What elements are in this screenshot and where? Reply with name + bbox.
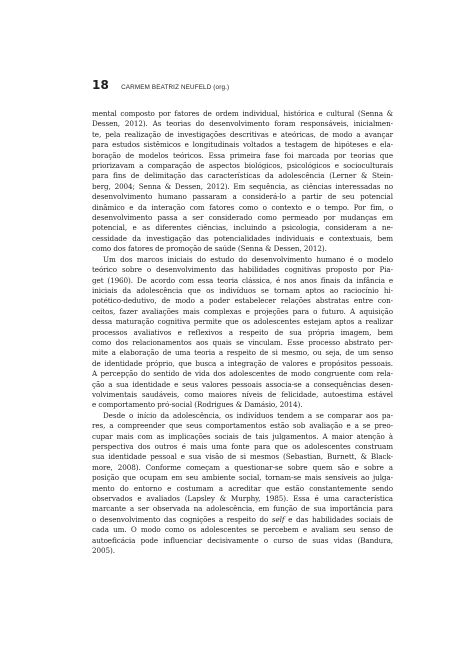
text-line: cupar mais com as implicações sociais de tais julgamentos. A maior atenção à xyxy=(92,431,393,441)
text-line: cada um. O modo como os adolescentes se percebem e avaliam seu senso de xyxy=(92,525,393,535)
text-line: mite a elaboração de uma teoria a respeito de si mesmo, ou seja, de um senso xyxy=(92,348,393,358)
text-line: posição que ocupam em seu ambiente social, tornam-se mais sensíveis ao julga- xyxy=(92,473,393,483)
text-line: de identidade próprio, que busca a integração de valores e propósitos pessoais. xyxy=(92,358,393,368)
text-line: boração de modelos teóricos. Essa primeira fase foi marcada por teorias que xyxy=(92,150,393,160)
text-line: para fins de delimitação das características da adolescência (Lerner & Stein- xyxy=(92,171,393,181)
text-line: como dos relacionamentos aos quais se vinculam. Esse processo abstrato per- xyxy=(92,337,393,347)
text-line: iniciais da adolescência que os indivíduos se tornam aptos ao raciocínio hi- xyxy=(92,285,393,295)
text-line: teórico sobre o desenvolvimento das habilidades cognitivas proposto por Pia- xyxy=(92,265,393,275)
text-line: dinâmico e da interação com fatores como o contexto e o tempo. Por fim, o xyxy=(92,202,393,212)
text-line: mental composto por fatores de ordem individual, histórica e cultural (Senna & xyxy=(92,109,393,118)
text-line: potencial, e as diferentes ciências, incluindo a psicologia, consideram a ne- xyxy=(92,223,393,233)
text-line: desenvolvimento passa a ser considerado como permeado por mudanças em xyxy=(92,213,393,223)
text-line: A percepção do sentido de vida dos adolescentes de modo congruente com rela- xyxy=(92,369,393,379)
text-line: more, 2008). Conforme começam a questionar-se sobre quem são e sobre a xyxy=(92,462,393,472)
text-line: sua identidade pessoal e sua visão de si mesmos (Sebastian, Burnett, & Black- xyxy=(92,452,393,462)
text-line: cessidade da investigação das potencialidades individuais e contextuais, bem xyxy=(92,233,393,243)
text-line: Um dos marcos iniciais do estudo do desenvolvimento humano é o modelo xyxy=(103,254,393,264)
text-line: priorizavam a comparação de aspectos biológicos, psicológicos e socioculturais xyxy=(92,161,393,171)
text-line: ceitos, fazer avaliações mais complexas e projeções para o futuro. A aquisição xyxy=(92,306,393,316)
text-line: perspectiva dos outros é mais uma fonte para que os adolescentes construam xyxy=(92,442,393,451)
text-line: te, pela realização de investigações descritivas e ateóricas, de modo a avançar xyxy=(92,129,393,139)
text-line: potético-dedutivo, de modo a poder estabelecer relações abstratas entre con- xyxy=(92,296,393,306)
text-line: desenvolvimento humano passaram a considerá-lo a partir de seu potencial xyxy=(92,192,393,202)
body-text xyxy=(92,109,393,556)
text-line: mento do entorno e costumam a acreditar que estão constantemente sendo xyxy=(92,483,393,493)
header-author: CARMEM BEATRIZ NEUFELD (org.) xyxy=(121,84,230,91)
text-line: dessa maturação cognitiva permite que os adolescentes estejam aptos a realizar xyxy=(92,317,393,327)
text-line: get (1960). De acordo com essa teoria clássica, é nos anos finais da infância e xyxy=(92,275,393,285)
italic-term: self xyxy=(271,514,285,524)
text-line: processos avaliativos e reflexivos a respeito de sua própria imagem, bem xyxy=(92,327,393,337)
page-number: 18 xyxy=(92,78,110,92)
text-line: o desenvolvimento das cognições a respeito do self e das habilidades sociais de xyxy=(92,514,393,524)
text-line: berg, 2004; Senna & Dessen, 2012). Em sequência, as ciências interessadas no xyxy=(92,181,393,191)
text-line: autoeficácia pode influenciar decisivamente o curso de suas vidas (Bandura, xyxy=(92,535,393,545)
text-line: marcante a ser observada na adolescência, em função de sua importância para xyxy=(92,504,393,514)
text-line: ção a sua identidade e seus valores pessoais associa-se a consequências desen- xyxy=(92,379,393,389)
text-line: para estudos sistêmicos e longitudinais voltados a testagem de hipóteses e ela- xyxy=(92,140,393,150)
text-line: Dessen, 2012). As teorias do desenvolvimento foram responsáveis, inicialmen- xyxy=(92,119,393,129)
text-line: e comportamento pró-social (Rodrigues & Damásio, 2014). xyxy=(92,400,303,410)
text-line: 2005). xyxy=(92,546,115,556)
text-line: como dos fatores de promoção de saúde (Senna & Dessen, 2012). xyxy=(92,244,327,254)
text-line: Desde o início da adolescência, os indivíduos tendem a se comparar aos pa- xyxy=(103,410,393,420)
running-header xyxy=(92,78,229,92)
text-line: observados e avaliados (Lapsley & Murphy, 1985). Essa é uma característica xyxy=(92,494,393,504)
text-line: res, a compreender que seus comportamentos estão sob avaliação e a se preo- xyxy=(92,421,393,431)
text-line: volvimentais saudáveis, como maiores níveis de felicidade, autoestima estável xyxy=(92,389,393,399)
